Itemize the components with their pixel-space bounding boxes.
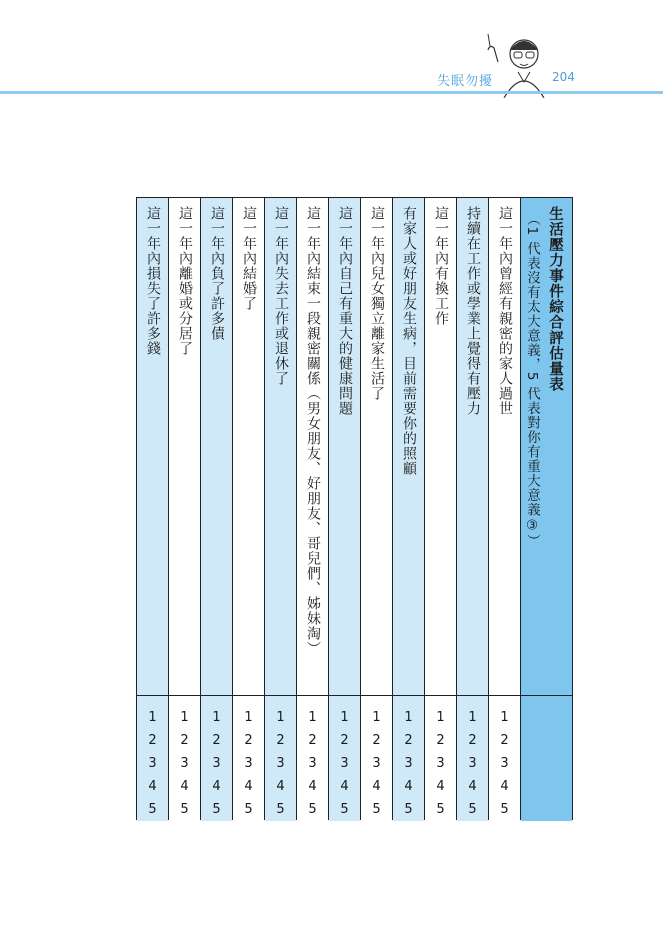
rating-5[interactable]: 5	[212, 802, 221, 817]
table-title: 生活壓力事件綜合評估量表	[547, 206, 563, 392]
rating-2[interactable]: 2	[404, 733, 413, 748]
rating-5[interactable]: 5	[308, 802, 317, 817]
rating-4[interactable]: 4	[276, 779, 285, 794]
rating-scale[interactable]	[425, 695, 456, 821]
rating-1[interactable]: 1	[180, 710, 189, 725]
rating-3[interactable]: 3	[276, 756, 285, 771]
item-text: 這一年內結束一段親密關係（男女朋友、好朋友、哥兒們、姊妹淘）	[305, 206, 321, 656]
rating-4[interactable]: 4	[180, 779, 189, 794]
rating-4[interactable]: 4	[244, 779, 253, 794]
title-scale-cell	[521, 695, 572, 821]
table-row	[424, 198, 456, 819]
table-row	[456, 198, 488, 819]
rating-5[interactable]: 5	[468, 802, 477, 817]
rating-3[interactable]: 3	[500, 756, 509, 771]
rating-5[interactable]: 5	[244, 802, 253, 817]
item-text: 這一年內失去工作或退休了	[273, 206, 289, 386]
rating-2[interactable]: 2	[244, 733, 253, 748]
item-text: 這一年內兒女獨立離家生活了	[369, 206, 385, 401]
rating-4[interactable]: 4	[148, 779, 157, 794]
table-row	[392, 198, 424, 819]
rating-1[interactable]: 1	[148, 710, 157, 725]
rating-scale[interactable]	[457, 695, 488, 821]
table-title-column	[520, 198, 572, 819]
rating-1[interactable]: 1	[340, 710, 349, 725]
rating-scale[interactable]	[489, 695, 520, 821]
rating-4[interactable]: 4	[436, 779, 445, 794]
rating-5[interactable]: 5	[180, 802, 189, 817]
rating-2[interactable]: 2	[436, 733, 445, 748]
rating-3[interactable]: 3	[244, 756, 253, 771]
rating-4[interactable]: 4	[372, 779, 381, 794]
rating-2[interactable]: 2	[372, 733, 381, 748]
rating-1[interactable]: 1	[276, 710, 285, 725]
rating-scale[interactable]	[361, 695, 392, 821]
rating-2[interactable]: 2	[468, 733, 477, 748]
header-rule	[0, 91, 663, 94]
item-text: 這一年內有換工作	[433, 206, 449, 326]
item-text: 這一年內結婚了	[241, 206, 257, 311]
rating-scale[interactable]	[201, 695, 232, 821]
rating-4[interactable]: 4	[404, 779, 413, 794]
rating-3[interactable]: 3	[148, 756, 157, 771]
rating-1[interactable]: 1	[436, 710, 445, 725]
table-row	[488, 198, 520, 819]
rating-5[interactable]: 5	[404, 802, 413, 817]
rating-1[interactable]: 1	[244, 710, 253, 725]
rating-1[interactable]: 1	[212, 710, 221, 725]
table-row	[360, 198, 392, 819]
table-subtitle: （1 代表沒有太大意義，5 代表對你有重大意義③）	[524, 212, 540, 549]
rating-5[interactable]: 5	[436, 802, 445, 817]
item-text: 這一年內自己有重大的健康問題	[337, 206, 353, 416]
section-title: 失眠勿擾	[436, 74, 493, 89]
rating-3[interactable]: 3	[212, 756, 221, 771]
item-text: 這一年內離婚或分居了	[177, 206, 193, 356]
rating-2[interactable]: 2	[148, 733, 157, 748]
rating-4[interactable]: 4	[308, 779, 317, 794]
rating-scale[interactable]	[297, 695, 328, 821]
rating-4[interactable]: 4	[212, 779, 221, 794]
rating-3[interactable]: 3	[468, 756, 477, 771]
rating-3[interactable]: 3	[404, 756, 413, 771]
rating-scale[interactable]	[393, 695, 424, 821]
rating-3[interactable]: 3	[340, 756, 349, 771]
rating-3[interactable]: 3	[436, 756, 445, 771]
table-row	[168, 198, 200, 819]
item-text: 持續在工作或學業上覺得有壓力	[465, 206, 481, 416]
rating-5[interactable]: 5	[500, 802, 509, 817]
rating-2[interactable]: 2	[500, 733, 509, 748]
rating-3[interactable]: 3	[372, 756, 381, 771]
page-number: 204	[552, 70, 575, 84]
table-row	[264, 198, 296, 819]
mascot-doctor-illustration	[480, 28, 560, 98]
rating-5[interactable]: 5	[372, 802, 381, 817]
item-text: 有家人或好朋友生病，目前需要你的照顧	[401, 206, 417, 476]
rating-3[interactable]: 3	[308, 756, 317, 771]
table-row	[200, 198, 232, 819]
rating-4[interactable]: 4	[340, 779, 349, 794]
rating-5[interactable]: 5	[276, 802, 285, 817]
table-row	[296, 198, 328, 819]
rating-1[interactable]: 1	[308, 710, 317, 725]
rating-1[interactable]: 1	[500, 710, 509, 725]
item-text: 這一年內負了許多債	[209, 206, 225, 341]
rating-2[interactable]: 2	[340, 733, 349, 748]
table-row	[328, 198, 360, 819]
item-text: 這一年內損失了許多錢	[145, 206, 161, 356]
rating-5[interactable]: 5	[148, 802, 157, 817]
rating-scale[interactable]	[137, 695, 168, 821]
rating-1[interactable]: 1	[468, 710, 477, 725]
rating-1[interactable]: 1	[404, 710, 413, 725]
rating-2[interactable]: 2	[308, 733, 317, 748]
rating-2[interactable]: 2	[276, 733, 285, 748]
item-text: 這一年內曾經有親密的家人過世	[497, 206, 513, 416]
rating-5[interactable]: 5	[340, 802, 349, 817]
rating-scale[interactable]	[169, 695, 200, 821]
rating-scale[interactable]	[233, 695, 264, 821]
rating-4[interactable]: 4	[500, 779, 509, 794]
table-row	[232, 198, 264, 819]
rating-2[interactable]: 2	[180, 733, 189, 748]
rating-4[interactable]: 4	[468, 779, 477, 794]
rating-scale[interactable]	[265, 695, 296, 821]
rating-scale[interactable]	[329, 695, 360, 821]
rating-3[interactable]: 3	[180, 756, 189, 771]
table-row	[137, 198, 168, 819]
rating-1[interactable]: 1	[372, 710, 381, 725]
stress-scale-table	[136, 197, 573, 820]
rating-2[interactable]: 2	[212, 733, 221, 748]
